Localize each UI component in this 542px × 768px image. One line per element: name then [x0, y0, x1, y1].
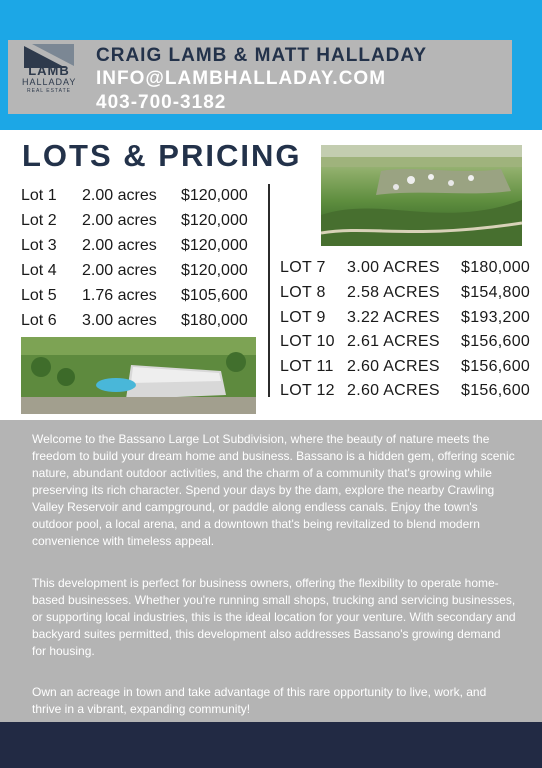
lot-number: LOT 9 [280, 309, 326, 326]
lot-number: Lot 1 [21, 187, 57, 204]
aerial-photo-1-illustration [321, 145, 522, 246]
lot-price: $120,000 [181, 187, 248, 204]
lot-row [0, 309, 542, 333]
lot-size: 1.76 acres [82, 287, 157, 304]
lot-size: 3.22 ACRES [347, 309, 440, 326]
lot-price: $105,600 [181, 287, 248, 304]
lot-price: $180,000 [461, 259, 531, 276]
lot-number: Lot 5 [21, 287, 57, 304]
lot-size: 2.00 acres [82, 237, 157, 254]
footer-band [0, 722, 542, 768]
description-paragraph-2: This development is perfect for business owners, offering the flexibility to operate home-based businesses. Whether you're running small shops, trucking and servicing businesses, or supporting local industries, this is the ideal location for your venture. With secondary and backyard suites permitted, this development also addresses Bassano's growing demand for housing. [32, 576, 516, 658]
lot-number: Lot 6 [21, 312, 57, 329]
description-paragraph-1: Welcome to the Bassano Large Lot Subdivision, where the beauty of nature meets the freedom to build your dream home and business. Bassano is a hidden gem, offering scenic nature, abundant outdoor activities, and the charm of a community that's growing while preserving its rich character. Spend your days by the dam, explore the nearby Crawling Valley Reservoir and campground, or paddle along endless canals. Enjoy the town's outdoor pool, a local arena, and a downtown that's being revitalized to blend modern convenience with timeless appeal. [32, 432, 515, 548]
lot-price: $156,600 [461, 333, 531, 350]
lot-row [0, 237, 270, 261]
lot-price: $180,000 [181, 312, 248, 329]
lot-price: $193,200 [461, 309, 531, 326]
lot-number: Lot 4 [21, 262, 57, 279]
lot-row [0, 259, 542, 283]
agent-names: CRAIG LAMB & MATT HALLADAY [96, 45, 428, 66]
lot-price: $120,000 [181, 262, 248, 279]
lot-price: $120,000 [181, 212, 248, 229]
lot-size: 2.61 ACRES [347, 333, 440, 350]
lot-number: LOT 7 [280, 259, 326, 276]
lot-number: Lot 2 [21, 212, 57, 229]
lot-price: $156,600 [461, 382, 531, 399]
company-logo [20, 44, 78, 98]
aerial-photo-subdivision [321, 145, 522, 246]
lot-row [0, 358, 542, 382]
contact-phone[interactable]: 403-700-3182 [96, 92, 227, 113]
description-paragraph-3: Own an acreage in town and take advantage of this rare opportunity to live, work, and thrive in a vibrant, expanding community! [32, 685, 487, 716]
lot-number: Lot 3 [21, 237, 57, 254]
lot-size: 2.60 ACRES [347, 382, 440, 399]
lot-row [0, 187, 270, 211]
lot-size: 3.00 ACRES [347, 259, 440, 276]
lot-number: LOT 8 [280, 284, 326, 301]
lot-row [0, 284, 542, 308]
lot-number: LOT 12 [280, 382, 335, 399]
lot-row [0, 333, 542, 357]
lot-number: LOT 11 [280, 358, 334, 375]
lot-size: 3.00 acres [82, 312, 157, 329]
logo-wordmark-real-estate: REAL ESTATE [27, 88, 71, 94]
lot-size: 2.00 acres [82, 187, 157, 204]
lot-price: $154,800 [461, 284, 531, 301]
lot-size: 2.00 acres [82, 212, 157, 229]
lot-number: LOT 10 [280, 333, 335, 350]
contact-email[interactable]: INFO@LAMBHALLADAY.COM [96, 68, 387, 89]
lot-size: 2.58 ACRES [347, 284, 440, 301]
lot-price: $120,000 [181, 237, 248, 254]
lot-size: 2.60 ACRES [347, 358, 440, 375]
lot-price: $156,600 [461, 358, 531, 375]
logo-wordmark-halladay: HALLADAY [22, 77, 77, 87]
lot-row [0, 382, 542, 406]
page-title: LOTS & PRICING [22, 138, 302, 173]
logo-wordmark-lamb: LAMB [28, 63, 70, 78]
lot-size: 2.00 acres [82, 262, 157, 279]
lot-row [0, 212, 270, 236]
